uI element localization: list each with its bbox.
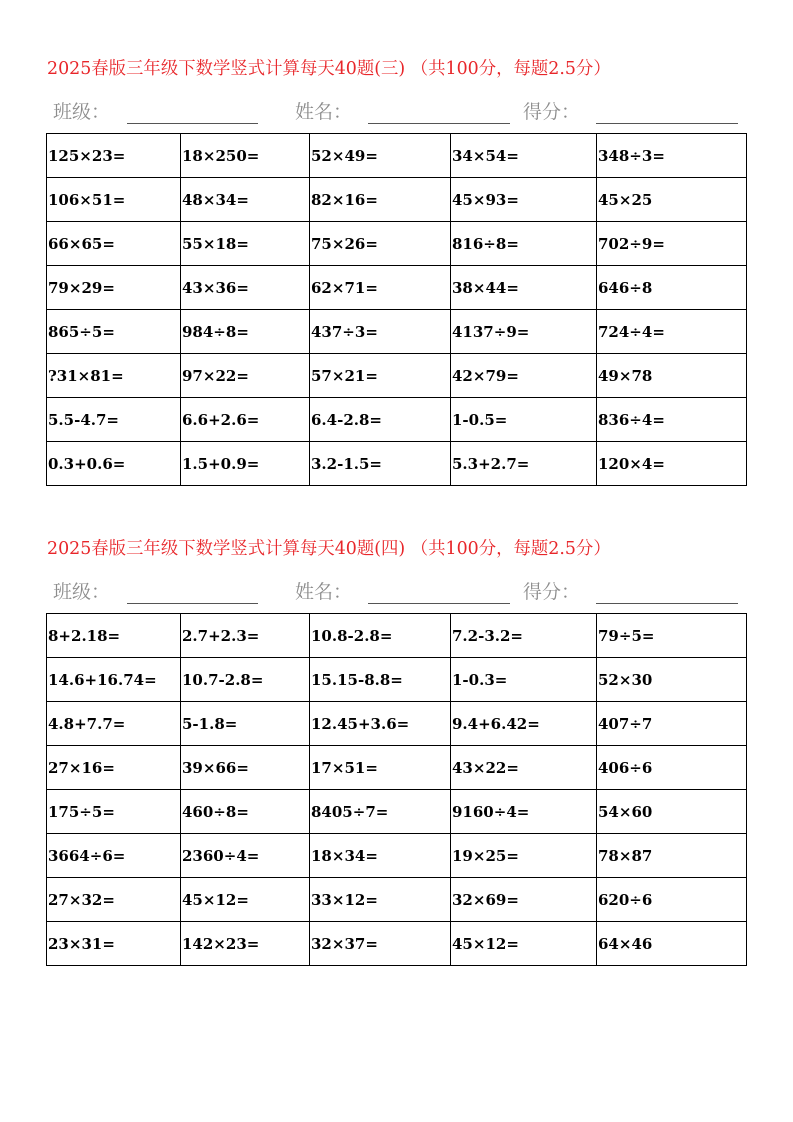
problem-cell: 5.3+2.7= xyxy=(451,442,597,486)
problem-row xyxy=(47,310,747,354)
problem-row xyxy=(47,354,747,398)
problem-cell: 8405÷7= xyxy=(310,790,451,834)
problem-row xyxy=(47,266,747,310)
problem-row xyxy=(47,442,747,486)
problem-cell: 27×16= xyxy=(47,746,181,790)
problem-cell: 18×34= xyxy=(310,834,451,878)
problem-row xyxy=(47,746,747,790)
problem-cell: 4137÷9= xyxy=(451,310,597,354)
problem-cell: 406÷6 xyxy=(597,746,747,790)
problem-row xyxy=(47,222,747,266)
problem-cell: 39×66= xyxy=(181,746,310,790)
problem-cell: 10.8-2.8= xyxy=(310,614,451,658)
class-blank[interactable] xyxy=(127,123,258,124)
problem-cell: 5-1.8= xyxy=(181,702,310,746)
problem-cell: 646÷8 xyxy=(597,266,747,310)
problem-cell: 32×37= xyxy=(310,922,451,966)
problem-cell: 18×250= xyxy=(181,134,310,178)
problem-grid xyxy=(46,133,747,486)
problem-cell: 4.8+7.7= xyxy=(47,702,181,746)
class-label: 班级： xyxy=(53,101,111,123)
problem-cell: 34×54= xyxy=(451,134,597,178)
problem-cell: 460÷8= xyxy=(181,790,310,834)
problem-cell: 6.6+2.6= xyxy=(181,398,310,442)
student-info-row xyxy=(0,578,793,606)
problem-cell: 1-0.5= xyxy=(451,398,597,442)
problem-cell: ?31×81= xyxy=(47,354,181,398)
problem-cell: 42×79= xyxy=(451,354,597,398)
problem-cell: 15.15-8.8= xyxy=(310,658,451,702)
name-label: 姓名： xyxy=(295,581,353,603)
problem-cell: 75×26= xyxy=(310,222,451,266)
problem-cell: 79÷5= xyxy=(597,614,747,658)
problem-row xyxy=(47,178,747,222)
worksheet-title: 2025春版三年级下数学竖式计算每天40题(四) （共100分，每题2.5分） xyxy=(47,539,611,559)
problem-cell: 120×4= xyxy=(597,442,747,486)
problem-cell: 816÷8= xyxy=(451,222,597,266)
problem-cell: 125×23= xyxy=(47,134,181,178)
problem-cell: 836÷4= xyxy=(597,398,747,442)
class-label: 班级： xyxy=(53,581,111,603)
problem-row xyxy=(47,922,747,966)
problem-row xyxy=(47,614,747,658)
problem-cell: 45×93= xyxy=(451,178,597,222)
problem-row xyxy=(47,702,747,746)
problem-cell: 38×44= xyxy=(451,266,597,310)
problem-cell: 23×31= xyxy=(47,922,181,966)
problem-cell: 407÷7 xyxy=(597,702,747,746)
problem-cell: 7.2-3.2= xyxy=(451,614,597,658)
problem-cell: 52×30 xyxy=(597,658,747,702)
problem-cell: 64×46 xyxy=(597,922,747,966)
class-blank[interactable] xyxy=(127,603,258,604)
problem-cell: 2.7+2.3= xyxy=(181,614,310,658)
problem-cell: 32×69= xyxy=(451,878,597,922)
problem-grid-body xyxy=(47,134,747,486)
problem-cell: 865÷5= xyxy=(47,310,181,354)
problem-cell: 5.5-4.7= xyxy=(47,398,181,442)
problem-row xyxy=(47,134,747,178)
problem-grid-body xyxy=(47,614,747,966)
problem-row xyxy=(47,834,747,878)
problem-cell: 78×87 xyxy=(597,834,747,878)
problem-cell: 43×22= xyxy=(451,746,597,790)
problem-row xyxy=(47,398,747,442)
problem-cell: 620÷6 xyxy=(597,878,747,922)
problem-cell: 724÷4= xyxy=(597,310,747,354)
name-blank[interactable] xyxy=(368,123,510,124)
problem-cell: 175÷5= xyxy=(47,790,181,834)
problem-grid xyxy=(46,613,747,966)
problem-cell: 97×22= xyxy=(181,354,310,398)
problem-cell: 14.6+16.74= xyxy=(47,658,181,702)
worksheet-title: 2025春版三年级下数学竖式计算每天40题(三) （共100分，每题2.5分） xyxy=(47,59,611,79)
problem-cell: 45×25 xyxy=(597,178,747,222)
problem-cell: 1-0.3= xyxy=(451,658,597,702)
student-info-row xyxy=(0,98,793,126)
problem-cell: 27×32= xyxy=(47,878,181,922)
problem-cell: 49×78 xyxy=(597,354,747,398)
problem-cell: 10.7-2.8= xyxy=(181,658,310,702)
score-blank[interactable] xyxy=(596,603,738,604)
name-blank[interactable] xyxy=(368,603,510,604)
problem-cell: 3664÷6= xyxy=(47,834,181,878)
problem-cell: 79×29= xyxy=(47,266,181,310)
problem-cell: 9.4+6.42= xyxy=(451,702,597,746)
problem-cell: 9160÷4= xyxy=(451,790,597,834)
problem-cell: 48×34= xyxy=(181,178,310,222)
problem-cell: 984÷8= xyxy=(181,310,310,354)
problem-cell: 1.5+0.9= xyxy=(181,442,310,486)
problem-cell: 62×71= xyxy=(310,266,451,310)
score-blank[interactable] xyxy=(596,123,738,124)
problem-cell: 702÷9= xyxy=(597,222,747,266)
problem-cell: 3.2-1.5= xyxy=(310,442,451,486)
name-label: 姓名： xyxy=(295,101,353,123)
problem-row xyxy=(47,790,747,834)
problem-cell: 106×51= xyxy=(47,178,181,222)
problem-cell: 8+2.18= xyxy=(47,614,181,658)
problem-cell: 45×12= xyxy=(451,922,597,966)
problem-cell: 12.45+3.6= xyxy=(310,702,451,746)
problem-cell: 57×21= xyxy=(310,354,451,398)
score-label: 得分： xyxy=(523,101,581,123)
problem-cell: 33×12= xyxy=(310,878,451,922)
problem-cell: 52×49= xyxy=(310,134,451,178)
problem-cell: 6.4-2.8= xyxy=(310,398,451,442)
problem-cell: 19×25= xyxy=(451,834,597,878)
problem-row xyxy=(47,658,747,702)
problem-cell: 2360÷4= xyxy=(181,834,310,878)
problem-cell: 45×12= xyxy=(181,878,310,922)
problem-cell: 43×36= xyxy=(181,266,310,310)
score-label: 得分： xyxy=(523,581,581,603)
problem-cell: 17×51= xyxy=(310,746,451,790)
problem-row xyxy=(47,878,747,922)
problem-cell: 82×16= xyxy=(310,178,451,222)
problem-cell: 66×65= xyxy=(47,222,181,266)
problem-cell: 54×60 xyxy=(597,790,747,834)
problem-cell: 437÷3= xyxy=(310,310,451,354)
problem-cell: 55×18= xyxy=(181,222,310,266)
problem-cell: 0.3+0.6= xyxy=(47,442,181,486)
problem-cell: 348÷3= xyxy=(597,134,747,178)
problem-cell: 142×23= xyxy=(181,922,310,966)
